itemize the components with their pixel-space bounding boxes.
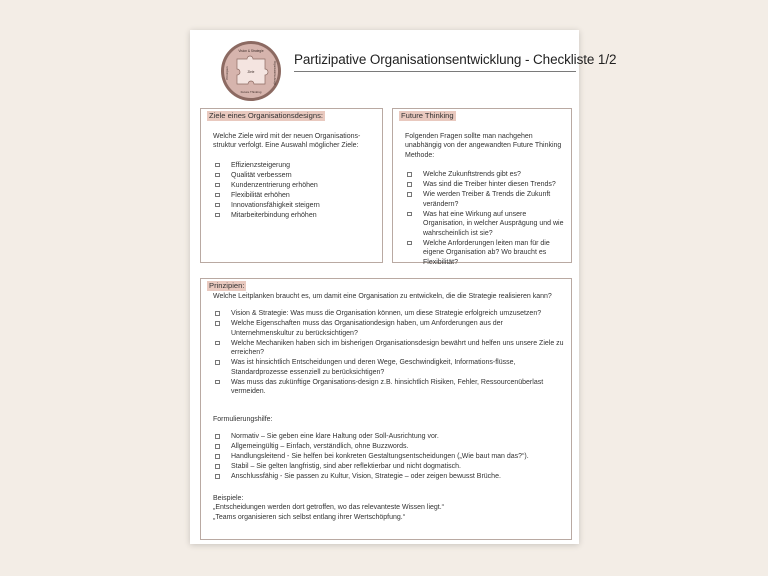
checkbox-icon[interactable] [407,212,412,217]
section-future-thinking [392,108,572,266]
checklist-item[interactable]: Flexibilität erhöhen [215,191,376,201]
checklist-item[interactable]: Normativ – Sie geben eine klare Haltung oder Soll-Ausrichtung vor. [215,432,565,442]
ziele-checklist [201,161,382,221]
checklist-item[interactable]: Welche Eigenschaften muss das Organisationdesign haben, um Anforderungen aus der Unternehmenskultur zu berücksichtigen? [215,319,565,338]
logo-puzzle-icon [220,40,282,102]
beispiele-label: Beispiele: [213,494,244,502]
checklist-item[interactable]: Handlungsleitend - Sie helfen bei konkreten Gestaltungsentscheidungen („Wie baut man das?“). [215,452,565,462]
checklist-item[interactable]: Qualität verbessern [215,171,376,181]
checkbox-icon[interactable] [407,241,412,246]
checklist-item[interactable]: Welche Mechaniken haben sich im bisherigen Organisationsdesign bewährt und helfen uns unsere Ziele zu erreichen? [215,339,565,358]
beispiel-quote: „Entscheidungen werden dort getroffen, wo das relevanteste Wissen liegt.“ [213,504,444,511]
checkbox-icon[interactable] [215,193,220,198]
logo-label-top: Vision & Strategie [238,49,264,53]
checkbox-icon[interactable] [215,321,220,326]
checklist-item[interactable]: Allgemeingültig – Einfach, verständlich, ohne Buzzwords. [215,442,565,452]
checklist-page [190,30,617,544]
checkbox-icon[interactable] [215,474,220,479]
checklist-item[interactable]: Was hat eine Wirkung auf unsere Organisation, in welcher Ausprägung und wie wahrscheinlich ist sie? [407,210,565,239]
checklist-item[interactable]: Welche Anforderungen leiten man für die eigene Organisation ab? Wo braucht es Flexibilität? [407,239,565,268]
prinzipien-checklist [201,309,571,397]
section-prinzipien [200,278,572,540]
logo-label-center: Ziele [247,70,255,74]
checklist-item[interactable]: Welche Zukunftstrends gibt es? [407,170,565,180]
section-future-heading: Future Thinking [401,111,454,120]
document-title: Partizipative Organisationsentwicklung - Checkliste 1/2 [294,52,617,67]
checkbox-icon[interactable] [215,360,220,365]
checkbox-icon[interactable] [215,464,220,469]
checkbox-icon[interactable] [215,454,220,459]
checkbox-icon[interactable] [407,172,412,177]
formulierung-checklist [201,432,571,482]
checkbox-icon[interactable] [215,213,220,218]
checkbox-icon[interactable] [215,380,220,385]
checklist-item[interactable]: Was muss das zukünftige Organisations-design z.B. hinsichtlich Risiken, Fehler, Ressourcenüberlast vermeiden. [215,378,565,397]
checkbox-icon[interactable] [215,444,220,449]
checklist-item[interactable]: Vision & Strategie: Was muss die Organisation können, um diese Strategie erfolgreich umzusetzen? [215,309,565,319]
beispiel-quote: „Teams organisieren sich selbst entlang ihrer Wertschöpfung.“ [213,513,406,521]
checklist-item[interactable]: Effizienzsteigerung [215,161,376,171]
checkbox-icon[interactable] [215,434,220,439]
future-checklist [393,170,571,267]
section-prinzipien-intro: Welche Leitplanken braucht es, um damit eine Organisation zu entwickeln, die die Strategie realisieren kann? [213,292,552,300]
checklist-item[interactable]: Was ist hinsichtlich Entscheidungen und deren Wege, Geschwindigkeit, Informations-flüsse, Standardprozesse essenziell zu berücksichtigen? [215,358,565,377]
section-ziele-intro: Welche Ziele wird mit der neuen Organisations-struktur verfolgt. Eine Auswahl möglicher Ziele: [213,132,361,149]
checkbox-icon[interactable] [215,173,220,178]
section-ziele-heading: Ziele eines Organisationsdesigns: [209,111,323,120]
section-future-intro: Folgenden Fragen sollte man nachgehen unabhängig von der angewandten Future Thinking Methode: [405,132,562,159]
logo-label-right: Organisations-design [273,60,276,86]
checklist-item[interactable]: Mitarbeiterbindung erhöhen [215,211,376,221]
checkbox-icon[interactable] [215,341,220,346]
section-ziele [200,108,383,263]
checkbox-icon[interactable] [215,311,220,316]
checklist-item[interactable]: Was sind die Treiber hinter diesen Trends? [407,180,565,190]
checklist-item[interactable]: Innovationsfähigkeit steigern [215,201,376,211]
checklist-item[interactable]: Wie werden Treiber & Trends die Zukunft verändern? [407,190,565,209]
checkbox-icon[interactable] [215,183,220,188]
checkbox-icon[interactable] [407,182,412,187]
formulierung-label: Formulierungshilfe: [213,415,273,423]
checkbox-icon[interactable] [215,203,220,208]
checklist-item[interactable]: Kundenzentrierung erhöhen [215,181,376,191]
checkbox-icon[interactable] [215,163,220,168]
checkbox-icon[interactable] [407,192,412,197]
logo-label-left: Prinzipien [225,66,229,80]
checklist-item[interactable]: Anschlussfähig - Sie passen zu Kultur, Vision, Strategie – oder zeigen bewusst Brüche. [215,472,565,482]
title-divider [294,71,576,72]
checklist-item[interactable]: Stabil – Sie gelten langfristig, sind aber reflektierbar und nicht dogmatisch. [215,462,565,472]
logo-label-bottom: Future Thinking [240,90,262,94]
section-prinzipien-heading: Prinzipien: [209,281,245,290]
